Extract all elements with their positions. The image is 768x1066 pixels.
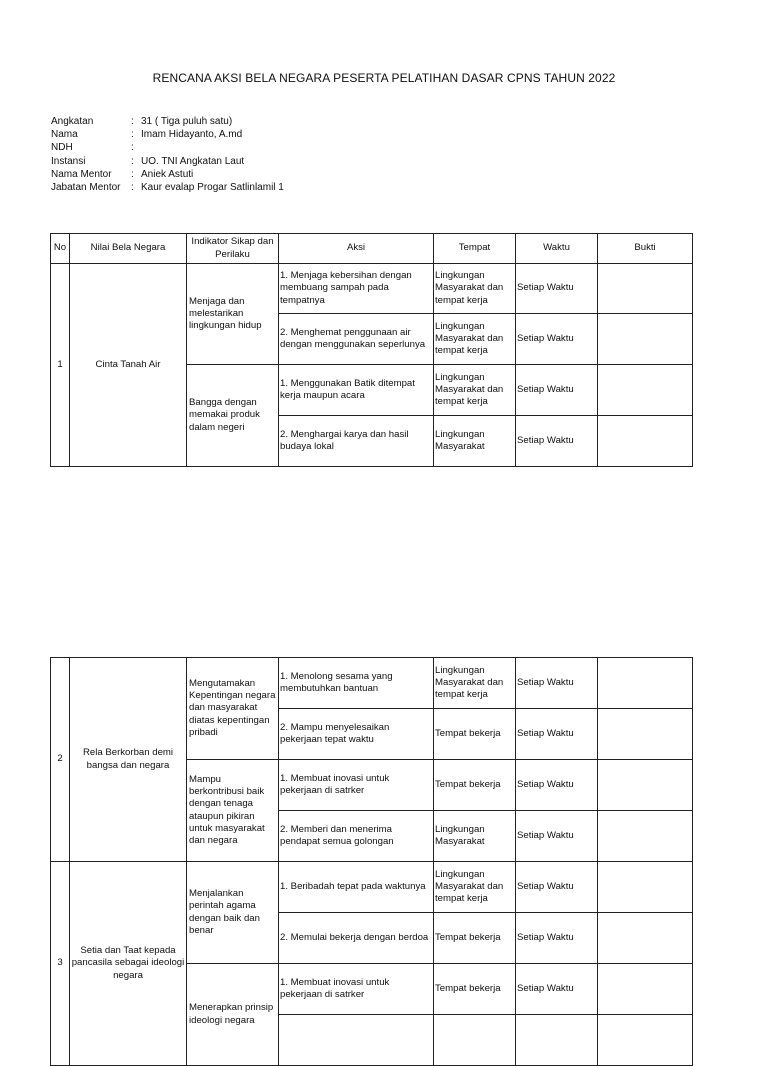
aksi-cell: 1. Menolong sesama yang membutuhkan bantuan — [279, 658, 434, 709]
bukti-cell — [598, 1015, 693, 1066]
table-header-row — [51, 234, 693, 264]
info-row-nama-mentor — [51, 168, 284, 181]
nilai-cell: Cinta Tanah Air — [70, 264, 187, 467]
info-separator: : — [131, 129, 134, 141]
bukti-cell — [598, 264, 693, 314]
aksi-cell: 1. Membuat inovasi untuk pekerjaan di satrker — [279, 760, 434, 811]
tempat-cell: Lingkungan Masyarakat — [434, 811, 516, 862]
aksi-cell: 1. Menjaga kebersihan dengan membuang sampah pada tempatnya — [279, 264, 434, 314]
aksi-cell: 2. Mampu menyelesaikan pekerjaan tepat waktu — [279, 709, 434, 760]
row-number: 2 — [51, 658, 70, 862]
bukti-cell — [598, 365, 693, 416]
tempat-cell: Tempat bekerja — [434, 709, 516, 760]
aksi-cell: 2. Menghargai karya dan hasil budaya lokal — [279, 416, 434, 467]
aksi-cell — [279, 1015, 434, 1066]
tempat-cell: Lingkungan Masyarakat — [434, 416, 516, 467]
info-row-ndh — [51, 141, 284, 154]
bukti-cell — [598, 811, 693, 862]
waktu-cell: Setiap Waktu — [516, 416, 598, 467]
aksi-cell: 2. Memberi dan menerima pendapat semua golongan — [279, 811, 434, 862]
waktu-cell: Setiap Waktu — [516, 811, 598, 862]
info-value: Aniek Astuti — [141, 168, 194, 180]
indikator-cell: Mampu berkontribusi baik dengan tenaga ataupun pikiran untuk masyarakat dan negara — [187, 760, 279, 862]
bukti-cell — [598, 760, 693, 811]
bukti-cell — [598, 416, 693, 467]
info-separator: : — [131, 155, 134, 167]
aksi-cell: 2. Memulai bekerja dengan berdoa — [279, 913, 434, 964]
tempat-cell: Lingkungan Masyarakat dan tempat kerja — [434, 264, 516, 314]
indikator-cell: Menjaga dan melestarikan lingkungan hidup — [187, 264, 279, 365]
table-row — [51, 862, 693, 913]
header-indikator: Indikator Sikap dan Perilaku — [187, 234, 279, 264]
action-plan-table — [50, 233, 693, 467]
info-separator: : — [131, 116, 134, 127]
table-row — [51, 264, 693, 314]
info-row-instansi — [51, 155, 284, 168]
tempat-cell: Tempat bekerja — [434, 913, 516, 964]
waktu-cell — [516, 1015, 598, 1066]
tempat-cell: Lingkungan Masyarakat dan tempat kerja — [434, 365, 516, 416]
aksi-cell: 2. Menghemat penggunaan air dengan menggunakan seperlunya — [279, 314, 434, 365]
tempat-cell: Lingkungan Masyarakat dan tempat kerja — [434, 314, 516, 365]
info-separator: : — [131, 142, 134, 154]
info-label: Nama — [51, 129, 78, 141]
nilai-cell: Rela Berkorban demi bangsa dan negara — [70, 658, 187, 862]
info-separator: : — [131, 182, 134, 194]
info-label: NDH — [51, 142, 73, 154]
indikator-cell: Menjalankan perintah agama dengan baik dan benar — [187, 862, 279, 964]
info-row-nama — [51, 128, 284, 141]
bukti-cell — [598, 913, 693, 964]
row-number: 3 — [51, 862, 70, 1066]
table-row — [51, 658, 693, 709]
aksi-cell: 1. Menggunakan Batik ditempat kerja maupun acara — [279, 365, 434, 416]
header-aksi: Aksi — [279, 234, 434, 264]
action-plan-table-continued — [50, 657, 693, 1066]
info-label: Jabatan Mentor — [51, 182, 121, 194]
header-tempat: Tempat — [434, 234, 516, 264]
bukti-cell — [598, 709, 693, 760]
info-value: 31 ( Tiga puluh satu) — [141, 116, 233, 127]
waktu-cell: Setiap Waktu — [516, 913, 598, 964]
waktu-cell: Setiap Waktu — [516, 862, 598, 913]
waktu-cell: Setiap Waktu — [516, 314, 598, 365]
participant-info — [51, 115, 284, 194]
aksi-cell: 1. Membuat inovasi untuk pekerjaan di satrker — [279, 964, 434, 1015]
info-row-angkatan — [51, 115, 284, 128]
bukti-cell — [598, 862, 693, 913]
waktu-cell: Setiap Waktu — [516, 365, 598, 416]
nilai-cell: Setia dan Taat kepada pancasila sebagai ideologi negara — [70, 862, 187, 1066]
indikator-cell: Menerapkan prinsip ideologi negara — [187, 964, 279, 1066]
info-label: Instansi — [51, 155, 86, 167]
bukti-cell — [598, 314, 693, 365]
info-value: Imam Hidayanto, A.md — [141, 129, 243, 141]
info-row-jabatan-mentor — [51, 181, 284, 194]
waktu-cell: Setiap Waktu — [516, 760, 598, 811]
waktu-cell: Setiap Waktu — [516, 964, 598, 1015]
waktu-cell: Setiap Waktu — [516, 264, 598, 314]
waktu-cell: Setiap Waktu — [516, 709, 598, 760]
info-label: Angkatan — [51, 116, 94, 127]
page-title: RENCANA AKSI BELA NEGARA PESERTA PELATIHAN DASAR CPNS TAHUN 2022 — [152, 71, 616, 85]
info-value: UO. TNI Angkatan Laut — [141, 155, 245, 167]
tempat-cell: Tempat bekerja — [434, 964, 516, 1015]
header-bukti: Bukti — [598, 234, 693, 264]
tempat-cell: Lingkungan Masyarakat dan tempat kerja — [434, 658, 516, 709]
tempat-cell: Lingkungan Masyarakat dan tempat kerja — [434, 862, 516, 913]
info-separator: : — [131, 168, 134, 180]
indikator-cell: Bangga dengan memakai produk dalam negeri — [187, 365, 279, 467]
header-waktu: Waktu — [516, 234, 598, 264]
tempat-cell — [434, 1015, 516, 1066]
indikator-cell: Mengutamakan Kepentingan negara dan masyarakat diatas kepentingan pribadi — [187, 658, 279, 760]
bukti-cell — [598, 964, 693, 1015]
header-nilai: Nilai Bela Negara — [70, 234, 187, 264]
info-value: Kaur evalap Progar Satlinlamil 1 — [141, 182, 284, 194]
tempat-cell: Tempat bekerja — [434, 760, 516, 811]
info-label: Nama Mentor — [51, 168, 112, 180]
aksi-cell: 1. Beribadah tepat pada waktunya — [279, 862, 434, 913]
row-number: 1 — [51, 264, 70, 467]
header-no: No — [51, 234, 70, 264]
bukti-cell — [598, 658, 693, 709]
waktu-cell: Setiap Waktu — [516, 658, 598, 709]
